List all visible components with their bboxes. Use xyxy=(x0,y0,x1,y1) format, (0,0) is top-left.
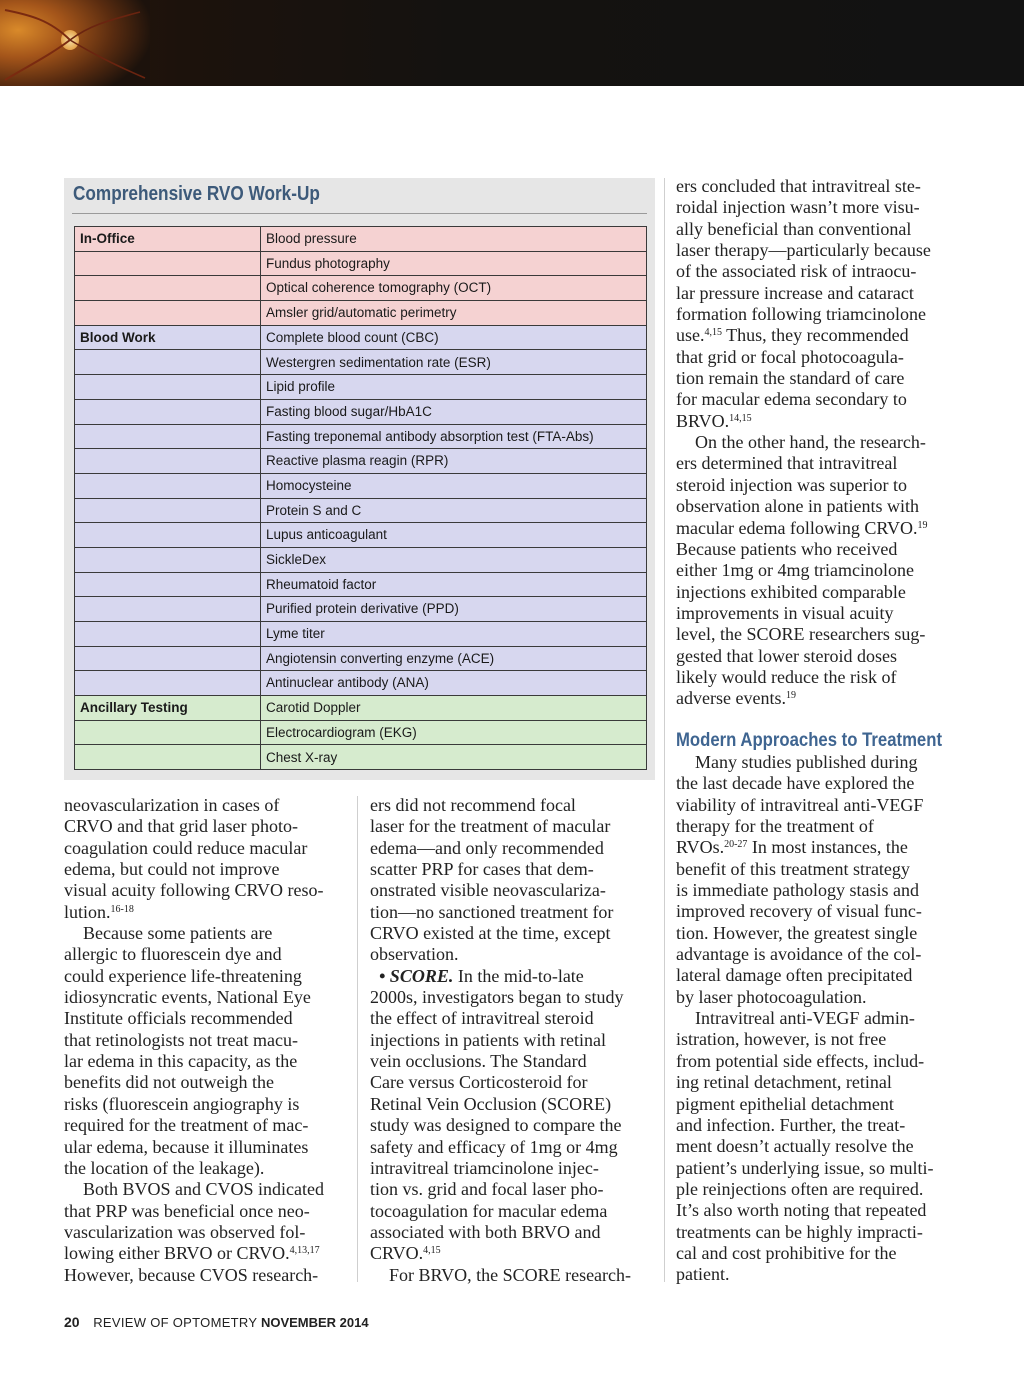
text-line xyxy=(676,411,931,432)
text-line: coagulation could reduce macular xyxy=(64,837,308,858)
text-line: risks (fluorescein angiography is xyxy=(64,1093,300,1114)
text-line: ple reinjections often are required. xyxy=(676,1178,924,1199)
category-cell xyxy=(75,671,261,696)
item-cell: SickleDex xyxy=(261,547,647,572)
text-line: Because some patients are xyxy=(83,923,273,944)
text-line: visual acuity following CRVO reso- xyxy=(64,880,324,901)
text-line: patient’s underlying issue, so multi- xyxy=(676,1157,934,1178)
text-line: safety and efficacy of 1mg or 4mg xyxy=(370,1136,618,1157)
category-cell xyxy=(75,473,261,498)
category-cell xyxy=(75,622,261,647)
category-cell xyxy=(75,424,261,449)
text-line: Because patients who received xyxy=(676,538,898,559)
category-cell xyxy=(75,449,261,474)
table-row xyxy=(75,572,647,597)
category-cell xyxy=(75,276,261,301)
text-line: the last decade have explored the xyxy=(676,773,915,794)
text-line: therapy for the treatment of xyxy=(676,816,874,837)
title-divider xyxy=(72,213,647,214)
page-footer xyxy=(64,1314,369,1330)
text-line: tion remain the standard of care xyxy=(676,368,905,389)
text-line: It’s also worth noting that repeated xyxy=(676,1200,927,1221)
column-1-text xyxy=(64,795,324,1286)
fundus-photo-image xyxy=(0,0,150,86)
sidebar-title: Comprehensive RVO Work-Up xyxy=(73,183,320,205)
text-line: On the other hand, the research- xyxy=(695,432,926,453)
text-line: by laser photocoagulation. xyxy=(676,986,867,1007)
reference-superscript: 20-27 xyxy=(724,839,748,851)
text-line: Many studies published during xyxy=(695,752,918,772)
text-line xyxy=(64,902,324,923)
text-line: and infection. Further, the treat- xyxy=(676,1114,906,1135)
text-run: macular edema following CRVO. xyxy=(676,517,918,538)
text-line: intravitreal triamcinolone injec- xyxy=(370,1157,599,1178)
text-line: injections in patients with retinal xyxy=(370,1029,606,1050)
text-line: scatter PRP for cases that dem- xyxy=(370,859,594,880)
table-row xyxy=(75,473,647,498)
text-line: that PRP was beneficial once neo- xyxy=(64,1200,310,1221)
table-row xyxy=(75,424,647,449)
text-line: required for the treatment of mac- xyxy=(64,1115,309,1136)
text-line: However, because CVOS research- xyxy=(64,1264,319,1285)
category-cell xyxy=(75,399,261,424)
text-line: istration, however, is not free xyxy=(676,1029,887,1050)
text-run: In the mid-to-late xyxy=(453,965,584,986)
text-line: idiosyncratic events, National Eye xyxy=(64,987,311,1008)
table-row xyxy=(75,449,647,474)
table-row xyxy=(75,720,647,745)
text-line: could experience life-threatening xyxy=(64,965,302,986)
text-run: lowing either BRVO or CRVO. xyxy=(64,1243,290,1264)
text-run: RVOs. xyxy=(676,837,725,858)
publication-name: REVIEW OF OPTOMETRY xyxy=(93,1315,258,1330)
text-line: associated with both BRVO and xyxy=(370,1221,601,1242)
item-cell: Reactive plasma reagin (RPR) xyxy=(261,449,647,474)
section-heading: Modern Approaches to Treatment xyxy=(676,730,943,751)
item-cell: Complete blood count (CBC) xyxy=(261,325,647,350)
reference-superscript: 4,13,17 xyxy=(289,1245,320,1257)
text-line: neovascularization in cases of xyxy=(64,795,280,815)
text-line: improved recovery of visual func- xyxy=(676,901,922,922)
category-cell xyxy=(75,720,261,745)
text-line: laser therapy—particularly because xyxy=(676,240,931,261)
item-cell: Protein S and C xyxy=(261,498,647,523)
text-line xyxy=(676,518,931,539)
table-row xyxy=(75,375,647,400)
text-line xyxy=(676,837,933,858)
category-cell xyxy=(75,251,261,276)
item-cell: Antinuclear antibody (ANA) xyxy=(261,671,647,696)
text-line: observation alone in patients with xyxy=(676,496,919,517)
text-line: advantage is avoidance of the col- xyxy=(676,944,922,965)
reference-superscript: 16-18 xyxy=(110,903,134,915)
text-line: either 1mg or 4mg triamcinolone xyxy=(676,560,914,581)
text-line: Both BVOS and CVOS indicated xyxy=(83,1179,324,1200)
text-line: the effect of intravitreal steroid xyxy=(370,1008,594,1029)
item-cell: Chest X-ray xyxy=(261,745,647,770)
text-line: that retinologists not treat macu- xyxy=(64,1029,298,1050)
column-3-text xyxy=(676,176,931,710)
table-row xyxy=(75,671,647,696)
column-divider xyxy=(357,796,358,1282)
text-line xyxy=(64,1243,324,1264)
text-line: viability of intravitreal anti-VEGF xyxy=(676,794,924,815)
category-cell xyxy=(75,745,261,770)
reference-superscript: 14,15 xyxy=(729,412,752,424)
item-cell: Lipid profile xyxy=(261,375,647,400)
category-cell xyxy=(75,597,261,622)
text-line: level, the SCORE researchers sug- xyxy=(676,624,926,645)
category-cell xyxy=(75,547,261,572)
issue-date: NOVEMBER 2014 xyxy=(260,1315,369,1330)
text-line: cal and cost prohibitive for the xyxy=(676,1242,897,1263)
text-line: CRVO and that grid laser photo- xyxy=(64,816,299,837)
text-line: the location of the leakage). xyxy=(64,1157,265,1178)
text-line: pigment epithelial detachment xyxy=(676,1093,894,1114)
table-row xyxy=(75,547,647,572)
table-row xyxy=(75,350,647,375)
header-banner xyxy=(0,0,1024,86)
table-row xyxy=(75,325,647,350)
reference-superscript: 19 xyxy=(785,690,796,702)
table-row xyxy=(75,301,647,326)
category-cell xyxy=(75,646,261,671)
text-line: likely would reduce the risk of xyxy=(676,666,897,687)
text-line: for macular edema secondary to xyxy=(676,389,907,410)
text-line: ment doesn’t actually resolve the xyxy=(676,1136,914,1157)
text-line: ers determined that intravitreal xyxy=(676,453,898,474)
table-row xyxy=(75,696,647,721)
text-line: CRVO existed at the time, except xyxy=(370,923,611,944)
text-line: tion—no sanctioned treatment for xyxy=(370,901,614,922)
item-cell: Blood pressure xyxy=(261,227,647,252)
text-line: from potential side effects, includ- xyxy=(676,1050,925,1071)
text-line: lar pressure increase and cataract xyxy=(676,282,914,303)
score-bullet-heading: • SCORE. xyxy=(379,965,454,986)
text-line: Intravitreal anti-VEGF admin- xyxy=(695,1008,915,1029)
text-run: use. xyxy=(676,325,705,346)
reference-superscript: 4,15 xyxy=(704,327,722,339)
text-line: onstrated visible neovasculariza- xyxy=(370,880,606,901)
item-cell: Purified protein derivative (PPD) xyxy=(261,597,647,622)
text-line: tion. However, the greatest single xyxy=(676,922,918,943)
text-line xyxy=(676,325,931,346)
category-cell: Ancillary Testing xyxy=(75,696,261,721)
text-line: Care versus Corticosteroid for xyxy=(370,1072,588,1093)
text-line: treatments can be highly impracti- xyxy=(676,1221,923,1242)
text-run: BRVO. xyxy=(676,410,730,431)
text-line: tocoagulation for macular edema xyxy=(370,1200,608,1221)
text-line: is immediate pathology stasis and xyxy=(676,880,919,901)
table-row xyxy=(75,276,647,301)
text-line: ers did not recommend focal xyxy=(370,795,576,815)
text-line xyxy=(676,688,931,709)
text-line: formation following triamcinolone xyxy=(676,304,926,325)
text-line: Institute officials recommended xyxy=(64,1008,293,1029)
text-run: lution. xyxy=(64,901,111,922)
text-line: ular edema, because it illuminates xyxy=(64,1136,309,1157)
item-cell: Fundus photography xyxy=(261,251,647,276)
text-line: that grid or focal photocoagula- xyxy=(676,346,904,367)
table-row xyxy=(75,646,647,671)
category-cell xyxy=(75,350,261,375)
workup-table xyxy=(74,226,647,770)
item-cell: Optical coherence tomography (OCT) xyxy=(261,276,647,301)
item-cell: Electrocardiogram (EKG) xyxy=(261,720,647,745)
text-line: observation. xyxy=(370,944,459,965)
text-line: lateral damage often precipitated xyxy=(676,965,913,986)
table-row xyxy=(75,227,647,252)
item-cell: Fasting treponemal antibody absorption test (FTA-Abs) xyxy=(261,424,647,449)
table-row xyxy=(75,251,647,276)
text-line: ing retinal detachment, retinal xyxy=(676,1072,892,1093)
table-row xyxy=(75,399,647,424)
text-line: laser for the treatment of macular xyxy=(370,816,611,837)
text-line: benefits did not outweigh the xyxy=(64,1072,274,1093)
text-line: of the associated risk of intraocu- xyxy=(676,261,917,282)
category-cell xyxy=(75,301,261,326)
item-cell: Rheumatoid factor xyxy=(261,572,647,597)
text-line: allergic to fluorescein dye and xyxy=(64,944,282,965)
item-cell: Homocysteine xyxy=(261,473,647,498)
category-cell: In-Office xyxy=(75,227,261,252)
text-run: Thus, they recommended xyxy=(722,325,909,346)
table-row xyxy=(75,597,647,622)
category-cell xyxy=(75,572,261,597)
text-line: edema, but could not improve xyxy=(64,859,280,880)
item-cell: Lyme titer xyxy=(261,622,647,647)
text-line: patient. xyxy=(676,1264,730,1285)
text-line: vascularization was observed fol- xyxy=(64,1221,306,1242)
item-cell: Fasting blood sugar/HbA1C xyxy=(261,399,647,424)
item-cell: Angiotensin converting enzyme (ACE) xyxy=(261,646,647,671)
column-2-text xyxy=(370,795,631,1286)
text-line: roidal injection wasn’t more visu- xyxy=(676,197,920,218)
text-line: benefit of this treatment strategy xyxy=(676,858,910,879)
item-cell: Lupus anticoagulant xyxy=(261,523,647,548)
text-run: CRVO. xyxy=(370,1243,424,1264)
column-3-section-text xyxy=(676,752,933,1286)
text-line: 2000s, investigators began to study xyxy=(370,987,624,1008)
reference-superscript: 4,15 xyxy=(423,1245,441,1257)
category-cell xyxy=(75,523,261,548)
text-line: injections exhibited comparable xyxy=(676,581,906,602)
text-line: vein occlusions. The Standard xyxy=(370,1051,587,1072)
text-line: ers concluded that intravitreal ste- xyxy=(676,176,921,196)
text-line: For BRVO, the SCORE research- xyxy=(389,1264,632,1285)
text-line: tion vs. grid and focal laser pho- xyxy=(370,1179,604,1200)
text-line: improvements in visual acuity xyxy=(676,602,894,623)
text-line: study was designed to compare the xyxy=(370,1115,622,1136)
table-row xyxy=(75,523,647,548)
text-run: In most instances, the xyxy=(747,837,908,858)
category-cell xyxy=(75,498,261,523)
text-line: steroid injection was superior to xyxy=(676,474,907,495)
text-run: adverse events. xyxy=(676,688,786,709)
text-line xyxy=(370,966,631,987)
text-line: ally beneficial than conventional xyxy=(676,218,912,239)
item-cell: Amsler grid/automatic perimetry xyxy=(261,301,647,326)
page-number: 20 xyxy=(64,1314,80,1330)
category-cell xyxy=(75,375,261,400)
text-line: lar edema in this capacity, as the xyxy=(64,1051,298,1072)
item-cell: Carotid Doppler xyxy=(261,696,647,721)
text-line: edema—and only recommended xyxy=(370,837,604,858)
table-row xyxy=(75,622,647,647)
text-line: Retinal Vein Occlusion (SCORE) xyxy=(370,1093,612,1114)
reference-superscript: 19 xyxy=(917,519,928,531)
item-cell: Westergren sedimentation rate (ESR) xyxy=(261,350,647,375)
column-divider xyxy=(664,178,665,1282)
text-line xyxy=(370,1243,631,1264)
category-cell: Blood Work xyxy=(75,325,261,350)
table-row xyxy=(75,498,647,523)
table-row xyxy=(75,745,647,770)
text-line: gested that lower steroid doses xyxy=(676,645,897,666)
